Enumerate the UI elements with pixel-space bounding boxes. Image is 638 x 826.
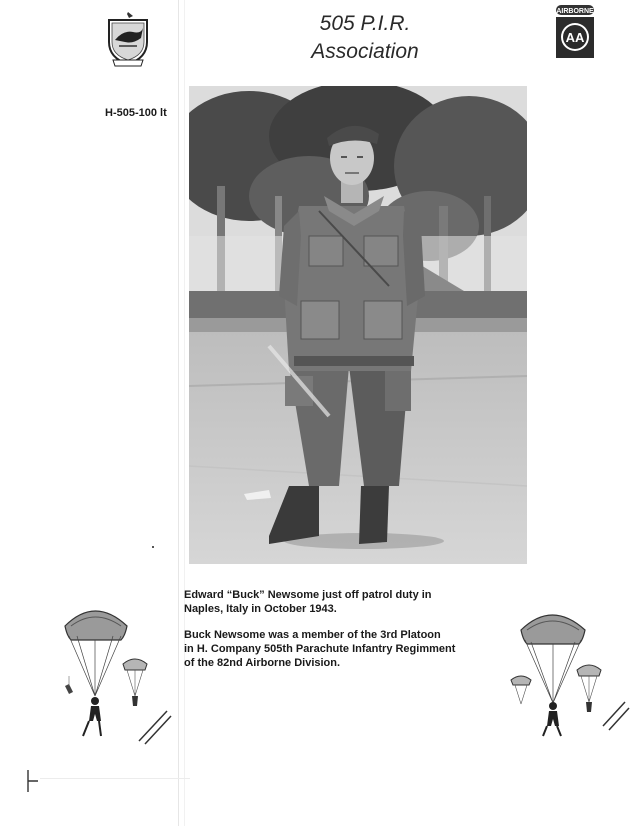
caption-paragraph-1 (184, 588, 504, 616)
caption-paragraph-2 (184, 628, 504, 670)
title-line-2: Association (311, 40, 419, 63)
parachute-left-icon (55, 596, 175, 746)
margin-bracket-icon (26, 770, 38, 792)
caption-line-2: Naples, Italy in October 1943. (184, 603, 337, 615)
bottom-rule (40, 778, 190, 779)
soldier-photograph (189, 86, 527, 564)
caption-line-5: of the 82nd Airborne Division. (184, 657, 341, 669)
unit-crest-icon (103, 8, 153, 68)
page-fold-line (178, 0, 179, 826)
association-title (250, 10, 480, 66)
airborne-patch-icon (553, 4, 597, 60)
page-fold-line-secondary (184, 0, 185, 826)
airborne-tab-text: AIRBORNE (556, 8, 594, 15)
airborne-letters-text: AA (565, 30, 585, 45)
caption-line-1: Edward “Buck” Newsome just off patrol duty in (184, 589, 432, 601)
parachute-right-icon (505, 598, 630, 738)
photo-caption (184, 588, 504, 682)
photograph-image (189, 86, 527, 564)
caption-line-3: Buck Newsome was a member of the 3rd Platoon (184, 629, 441, 641)
title-line-1: 505 P.I.R. (319, 12, 411, 35)
scan-speck (152, 546, 154, 548)
document-id: H-505-100 lt (105, 107, 167, 119)
caption-line-4: in H. Company 505th Parachute Infantry Regimment (184, 643, 456, 655)
